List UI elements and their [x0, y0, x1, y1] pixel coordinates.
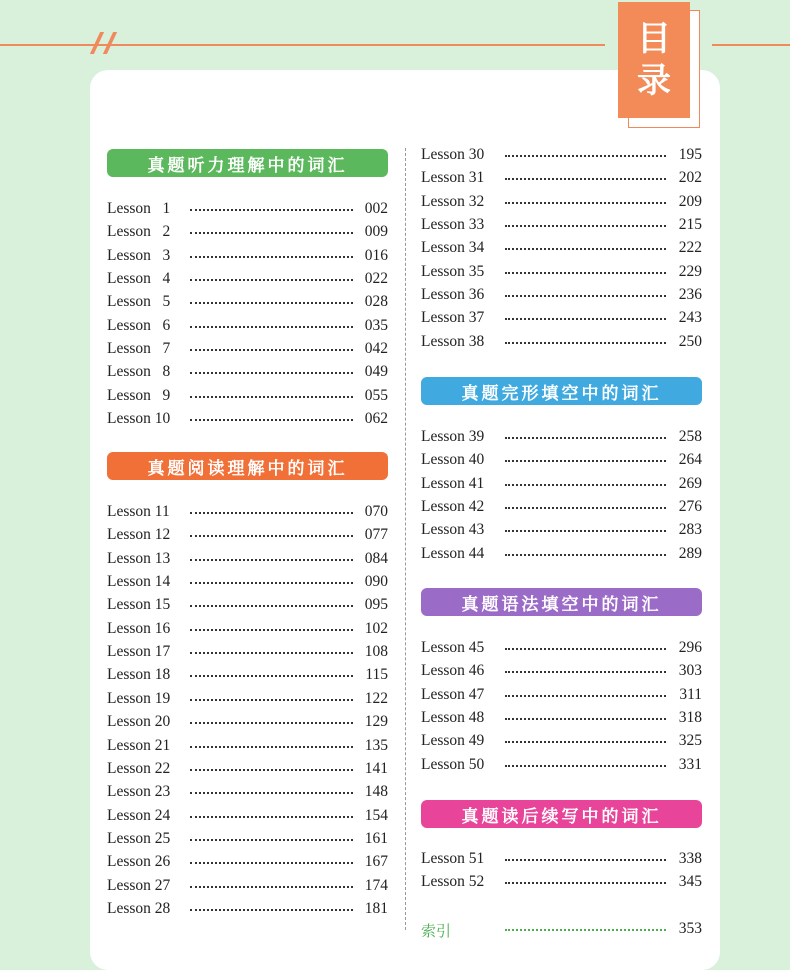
lesson-label: Lesson 19 [107, 689, 171, 707]
lesson-label: Lesson 12 [107, 526, 171, 544]
page-number: 296 [678, 639, 702, 656]
page-number: 049 [364, 363, 388, 381]
lesson-label: Lesson 27 [107, 876, 171, 894]
page-number: 035 [364, 316, 388, 334]
page-number: 318 [678, 709, 702, 727]
page-number: 129 [364, 713, 388, 731]
leader-dots [190, 302, 353, 304]
leader-dots [505, 342, 666, 344]
slash-mark [103, 32, 117, 54]
leader-dots [190, 419, 353, 421]
page-number: 202 [678, 169, 702, 187]
lesson-label: Lesson 48 [421, 709, 485, 727]
leader-dots [505, 178, 666, 180]
leader-dots [190, 326, 353, 328]
leader-dots [505, 882, 666, 884]
leader-dots [505, 295, 666, 297]
lesson-label: Lesson 25 [107, 829, 171, 847]
lesson-label: Lesson 26 [107, 853, 171, 871]
lesson-label: Lesson 46 [421, 662, 485, 680]
lesson-label: Lesson 23 [107, 783, 171, 801]
page-number: 122 [364, 689, 388, 707]
toc-title-char: 目 [637, 19, 671, 59]
page-number: 102 [364, 619, 388, 637]
leader-dots [505, 741, 666, 743]
leader-dots [505, 695, 666, 697]
page-number: 345 [678, 873, 702, 891]
lesson-label: Lesson 21 [107, 736, 171, 754]
lesson-label: Lesson 9 [107, 386, 171, 404]
page-number: 115 [365, 666, 388, 684]
leader-dots [505, 765, 666, 767]
leader-dots [190, 279, 353, 281]
leader-dots [190, 629, 353, 631]
leader-dots [190, 559, 353, 561]
page-number: 236 [678, 286, 702, 304]
lesson-label: Lesson 42 [421, 498, 485, 516]
lesson-label: Lesson 7 [107, 340, 171, 358]
column-divider [405, 148, 406, 930]
page-number: 016 [364, 246, 388, 264]
page-number: 325 [678, 732, 702, 750]
page-number: 303 [678, 662, 702, 680]
page-number: 311 [679, 685, 702, 703]
header-rule-right [712, 44, 790, 46]
lesson-label: Lesson 33 [421, 216, 485, 234]
leader-dots [190, 512, 353, 514]
lesson-label: Lesson 51 [421, 850, 485, 867]
page-number: 042 [364, 340, 388, 358]
lesson-label: Lesson 34 [421, 239, 485, 257]
leader-dots [505, 648, 666, 650]
leader-dots [505, 554, 666, 556]
leader-dots [505, 155, 666, 157]
lesson-label: Lesson 10 [107, 410, 171, 428]
leader-dots [505, 859, 666, 861]
lesson-label: Lesson 43 [421, 521, 485, 539]
leader-dots [190, 605, 353, 607]
lesson-label: Lesson 17 [107, 643, 171, 661]
page-number: 135 [364, 736, 388, 754]
lesson-label: Lesson 52 [421, 873, 485, 891]
leader-dots [505, 929, 666, 931]
lesson-label: Lesson 40 [421, 451, 485, 469]
leader-dots [190, 256, 353, 258]
leader-dots [190, 652, 353, 654]
index-page: 353 [678, 920, 702, 937]
page-number: 250 [678, 332, 702, 350]
page-number: 148 [364, 783, 388, 801]
page-number: 174 [364, 876, 388, 894]
page-number: 167 [364, 853, 388, 871]
page-number: 289 [678, 544, 702, 562]
lesson-label: Lesson 4 [107, 270, 171, 288]
section-heading[interactable]: 真题读后续写中的词汇 [421, 800, 702, 828]
page-number: 022 [364, 270, 388, 288]
leader-dots [190, 209, 353, 211]
leader-dots [505, 484, 666, 486]
leader-dots [190, 372, 353, 374]
page-number: 084 [364, 549, 388, 567]
section-heading[interactable]: 真题听力理解中的词汇 [107, 149, 388, 177]
leader-dots [505, 437, 666, 439]
page-number: 154 [364, 806, 388, 824]
page-number: 002 [364, 200, 388, 217]
leader-dots [190, 349, 353, 351]
leader-dots [505, 318, 666, 320]
page-number: 181 [364, 899, 388, 917]
leader-dots [505, 507, 666, 509]
section-heading[interactable]: 真题完形填空中的词汇 [421, 377, 702, 405]
leader-dots [190, 675, 353, 677]
lesson-label: Lesson 31 [421, 169, 485, 187]
lesson-label: Lesson 22 [107, 759, 171, 777]
lesson-label: Lesson 39 [421, 428, 485, 445]
leader-dots [190, 396, 353, 398]
lesson-label: Lesson 24 [107, 806, 171, 824]
page-number: 108 [364, 643, 388, 661]
page-number: 269 [678, 474, 702, 492]
lesson-label: Lesson 6 [107, 316, 171, 334]
lesson-label: Lesson 1 [107, 200, 171, 217]
leader-dots [190, 769, 353, 771]
leader-dots [505, 671, 666, 673]
leader-dots [505, 718, 666, 720]
lesson-label: Lesson 28 [107, 899, 171, 917]
page-number: 283 [678, 521, 702, 539]
page-number: 209 [678, 192, 702, 210]
page-number: 161 [364, 829, 388, 847]
leader-dots [190, 699, 353, 701]
lesson-label: Lesson 36 [421, 286, 485, 304]
toc-title-char: 录 [637, 61, 671, 101]
leader-dots [505, 248, 666, 250]
page-number: 276 [678, 498, 702, 516]
page-number: 195 [678, 146, 702, 163]
toc-title [618, 2, 690, 118]
page-number: 331 [678, 755, 702, 773]
page-number: 062 [364, 410, 388, 428]
lesson-label: Lesson 8 [107, 363, 171, 381]
page-number: 258 [678, 428, 702, 445]
lesson-label: Lesson 13 [107, 549, 171, 567]
leader-dots [505, 530, 666, 532]
lesson-label: Lesson 47 [421, 685, 485, 703]
leader-dots [505, 225, 666, 227]
page-number: 090 [364, 573, 388, 591]
leader-dots [190, 232, 353, 234]
lesson-label: Lesson 41 [421, 474, 485, 492]
lesson-label: Lesson 16 [107, 619, 171, 637]
lesson-label: Lesson 50 [421, 755, 485, 773]
page-number: 141 [364, 759, 388, 777]
leader-dots [190, 839, 353, 841]
lesson-label: Lesson 2 [107, 223, 171, 241]
page-number: 215 [678, 216, 702, 234]
page-number: 070 [364, 503, 388, 520]
section-heading[interactable]: 真题阅读理解中的词汇 [107, 452, 388, 480]
index-label[interactable]: 索引 [421, 922, 452, 940]
page-number: 028 [364, 293, 388, 311]
lesson-label: Lesson 5 [107, 293, 171, 311]
lesson-label: Lesson 11 [107, 503, 170, 520]
leader-dots [190, 909, 353, 911]
leader-dots [505, 460, 666, 462]
leader-dots [190, 792, 353, 794]
page-number: 243 [678, 309, 702, 327]
lesson-label: Lesson 37 [421, 309, 485, 327]
page-number: 009 [364, 223, 388, 241]
page-number: 264 [678, 451, 702, 469]
page-number: 338 [678, 850, 702, 867]
leader-dots [505, 272, 666, 274]
leader-dots [190, 535, 353, 537]
leader-dots [190, 582, 353, 584]
lesson-label: Lesson 3 [107, 246, 171, 264]
page-number: 077 [364, 526, 388, 544]
leader-dots [190, 862, 353, 864]
section-heading[interactable]: 真题语法填空中的词汇 [421, 588, 702, 616]
leader-dots [190, 816, 353, 818]
leader-dots [505, 202, 666, 204]
leader-dots [190, 886, 353, 888]
leader-dots [190, 746, 353, 748]
lesson-label: Lesson 20 [107, 713, 171, 731]
lesson-label: Lesson 35 [421, 262, 485, 280]
lesson-label: Lesson 32 [421, 192, 485, 210]
lesson-label: Lesson 14 [107, 573, 171, 591]
header-rule-left [0, 44, 605, 46]
lesson-label: Lesson 18 [107, 666, 171, 684]
page-number: 229 [678, 262, 702, 280]
lesson-label: Lesson 44 [421, 544, 485, 562]
page-number: 055 [364, 386, 388, 404]
leader-dots [190, 722, 353, 724]
slash-mark [90, 32, 104, 54]
page-number: 222 [678, 239, 702, 257]
page-number: 095 [364, 596, 388, 614]
lesson-label: Lesson 38 [421, 332, 485, 350]
lesson-label: Lesson 49 [421, 732, 485, 750]
lesson-label: Lesson 15 [107, 596, 171, 614]
lesson-label: Lesson 45 [421, 639, 485, 656]
lesson-label: Lesson 30 [421, 146, 485, 163]
